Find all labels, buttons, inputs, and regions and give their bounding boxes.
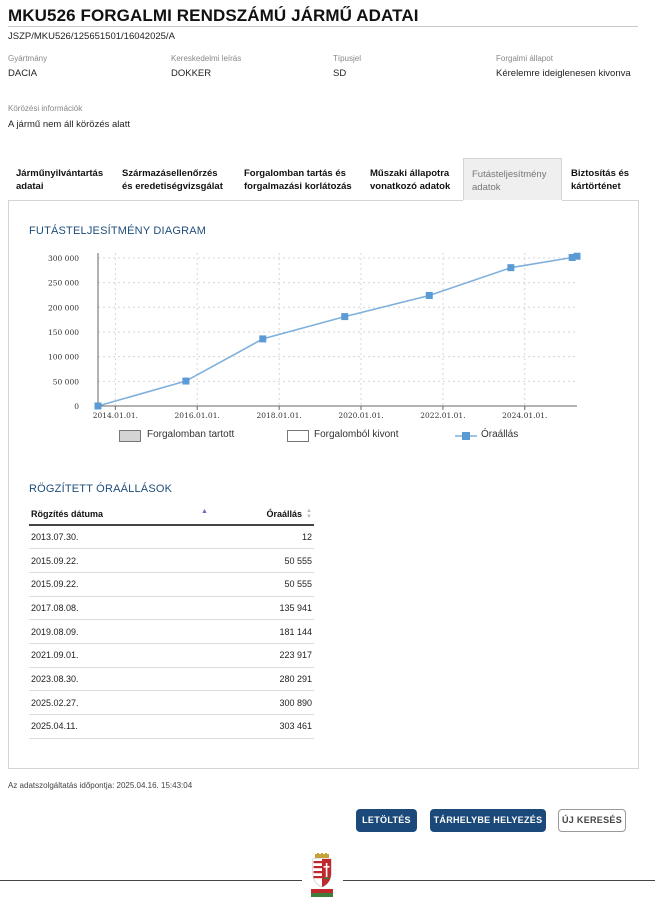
tab-mileage[interactable] <box>463 158 562 200</box>
reading-date: 2015.09.22. <box>29 572 209 596</box>
table-row <box>29 572 314 596</box>
tab-label-line2: adatok <box>472 182 501 193</box>
tab-label-line1: Műszaki állapotra <box>370 168 450 179</box>
table-row <box>29 549 314 573</box>
reading-value: 135 941 <box>209 596 314 620</box>
x-tick-label: 2020.01.01. <box>338 411 384 420</box>
table-header-row <box>29 503 314 525</box>
reading-date: 2017.08.08. <box>29 596 209 620</box>
table-row <box>29 525 314 549</box>
trade-value: DOKKER <box>171 68 212 79</box>
readings-table <box>29 503 314 739</box>
reading-value: 303 461 <box>209 715 314 739</box>
legend-swatch-in-traffic <box>119 430 141 442</box>
new-search-button[interactable]: ÚJ KERESÉS <box>558 809 626 832</box>
x-tick-label: 2014.01.01. <box>92 411 139 420</box>
service-timestamp: Az adatszolgáltatás időpontja: 2025.04.16. 15:43:04 <box>8 781 193 790</box>
table-row <box>29 667 314 691</box>
reading-value: 300 890 <box>209 691 314 715</box>
reading-date: 2025.02.27. <box>29 691 209 715</box>
legend-withdrawn: Forgalomból kivont <box>314 429 399 440</box>
sort-both-icon: ▲ ▼ <box>306 508 312 520</box>
footer-divider-left <box>0 880 302 881</box>
reading-date: 2025.04.11. <box>29 715 209 739</box>
manufacturer-label: Gyártmány <box>8 54 48 63</box>
table-row <box>29 620 314 644</box>
tab-label-line2: adatai <box>16 181 44 192</box>
type-label: Típusjel <box>333 54 362 63</box>
col-header-date[interactable] <box>29 503 209 525</box>
reading-date: 2021.09.01. <box>29 643 209 667</box>
wanted-label: Körözési információk <box>8 104 83 113</box>
reading-value: 50 555 <box>209 572 314 596</box>
manufacturer-value: DACIA <box>8 68 38 79</box>
tab-label-line1: Származásellenőrzés <box>122 168 218 179</box>
page-title: MKU526 FORGALMI RENDSZÁMÚ JÁRMŰ ADATAI <box>8 6 419 25</box>
legend-swatch-odometer <box>455 430 477 442</box>
trade-label: Kereskedelmi leírás <box>171 54 242 63</box>
col-header-value-label: Óraállás <box>266 508 302 519</box>
reading-date: 2013.07.30. <box>29 525 209 549</box>
tab-label-line2: és eredetiségvizsgálat <box>122 181 223 192</box>
x-tick-label: 2018.01.01. <box>256 411 302 420</box>
type-value: SD <box>333 68 347 79</box>
tab-label-line1: Biztosítás és <box>571 168 630 179</box>
reading-value: 223 917 <box>209 643 314 667</box>
y-tick-label: 300 000 <box>47 253 79 263</box>
y-tick-label: 0 <box>74 402 79 411</box>
title-divider <box>8 26 638 27</box>
tab-label-line1: Forgalomban tartás és <box>244 168 346 179</box>
tab-origin-check[interactable] <box>114 158 236 200</box>
tab-label-line1: Futásteljesítmény <box>472 169 547 180</box>
reading-value: 50 555 <box>209 549 314 573</box>
tab-technical-condition[interactable] <box>362 158 462 200</box>
status-label: Forgalmi állapot <box>496 54 553 63</box>
tab-bar <box>8 158 638 200</box>
reading-date: 2023.08.30. <box>29 667 209 691</box>
download-button[interactable]: LETÖLTÉS <box>356 809 417 832</box>
table-row <box>29 691 314 715</box>
y-tick-label: 200 000 <box>47 303 79 313</box>
readings-title: RÖGZÍTETT ÓRAÁLLÁSOK <box>29 483 173 495</box>
reading-date: 2015.09.22. <box>29 549 209 573</box>
tab-label-line2: kártörténet <box>571 181 621 192</box>
col-header-value[interactable] <box>209 503 314 525</box>
x-tick-label: 2022.01.01. <box>420 411 466 420</box>
reading-value: 181 144 <box>209 620 314 644</box>
table-row <box>29 596 314 620</box>
reading-date: 2019.08.09. <box>29 620 209 644</box>
store-button[interactable]: TÁRHELYBE HELYEZÉS <box>430 809 546 832</box>
tab-insurance[interactable] <box>563 158 638 200</box>
legend-in-traffic: Forgalomban tartott <box>147 429 235 440</box>
y-tick-label: 150 000 <box>47 327 79 337</box>
diagram-title: FUTÁSTELJESÍTMÉNY DIAGRAM <box>29 225 207 237</box>
reading-value: 280 291 <box>209 667 314 691</box>
status-value: Kérelemre ideiglenesen kivonva <box>496 68 631 79</box>
tab-label-line2: forgalmazási korlátozás <box>244 181 352 192</box>
y-tick-label: 50 000 <box>52 377 79 387</box>
x-tick-label: 2024.01.01. <box>502 411 548 420</box>
tab-label-line2: vonatkozó adatok <box>370 181 451 192</box>
tab-label-line1: Járműnyilvántartás <box>16 168 104 179</box>
col-header-date-label: Rögzítés dátuma <box>31 508 104 519</box>
tab-registry[interactable] <box>8 158 114 200</box>
sort-asc-icon: ▲ <box>201 508 208 515</box>
wanted-value: A jármű nem áll körözés alatt <box>8 119 130 130</box>
coat-of-arms-icon <box>309 853 335 899</box>
panel-top-border-right <box>562 200 639 201</box>
legend-swatch-withdrawn <box>287 430 309 442</box>
reading-value: 12 <box>209 525 314 549</box>
table-row <box>29 643 314 667</box>
x-tick-label: 2016.01.01. <box>174 411 220 420</box>
reference-number: JSZP/MKU526/125651501/16042025/A <box>8 31 175 42</box>
table-row <box>29 715 314 739</box>
y-tick-label: 100 000 <box>47 352 79 362</box>
panel-top-border-left <box>8 200 463 201</box>
tab-traffic-restrictions[interactable] <box>236 158 362 200</box>
legend-odometer: Óraállás <box>481 429 519 440</box>
footer-divider-right <box>343 880 655 881</box>
y-tick-label: 250 000 <box>47 278 79 288</box>
